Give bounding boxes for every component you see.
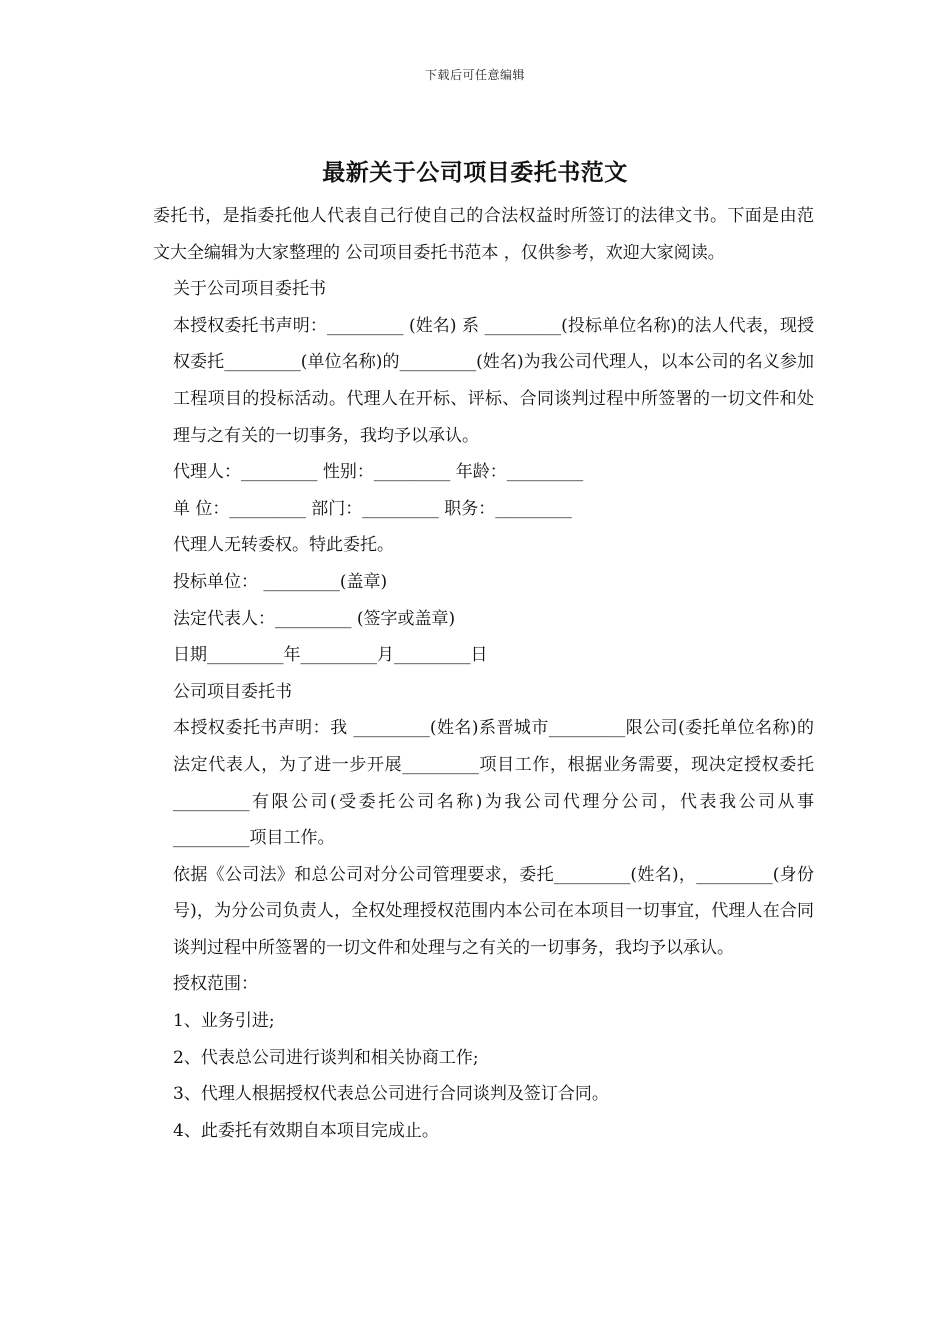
scope-item-1: 1、业务引进; <box>173 1011 275 1032</box>
section-heading-1: 关于公司项目委托书 <box>173 279 326 300</box>
bidder-seal-line: 投标单位： _________(盖章) <box>173 571 388 592</box>
section-heading-2: 公司项目委托书 <box>173 681 292 702</box>
document-body <box>146 198 814 1149</box>
date-line: 日期_________年_________月_________日 <box>173 645 488 666</box>
agent-info-line: 代理人：_________ 性别：_________ 年龄：_________ <box>173 462 584 483</box>
intro-paragraph: 委托书，是指委托他人代表自己行使自己的合法权益时所签订的法律文书。下面是由范文大全编辑为大家整理的 公司项目委托书范本 ，仅供参考，欢迎大家阅读。 <box>153 206 814 263</box>
document-title: 最新关于公司项目委托书范文 <box>322 159 628 186</box>
scope-heading: 授权范围： <box>173 974 258 995</box>
scope-item-4: 4、此委托有效期自本项目完成止。 <box>173 1120 439 1141</box>
unit-info-line: 单 位：_________ 部门：_________ 职务：_________ <box>173 498 572 519</box>
scope-item-3: 3、代理人根据授权代表总公司进行合同谈判及签订合同。 <box>173 1084 609 1105</box>
scope-item-2: 2、代表总公司进行谈判和相关协商工作; <box>173 1047 479 1068</box>
declaration-paragraph-2: 本授权委托书声明：我 _________(姓名)系晋城市_________限公司(委托单位名称)的法定代表人，为了进一步开展_________项目工作，根据业务需要，现决定授权委托_________有限公司(受委托公司名称)为我公司代理分公司，代表我公司从事_________项目工作。 <box>173 718 814 849</box>
basis-paragraph: 依据《公司法》和总公司对分公司管理要求，委托_________(姓名)，_________(身份号)，为分公司负责人，全权处理授权范围内本公司在本项目一切事宜，代理人在合同谈判过程中所签署的一切文件和处理与之有关的一切事务，我均予以承认。 <box>173 864 814 958</box>
declaration-paragraph-1: 本授权委托书声明：_________ (姓名) 系 _________(投标单位名称)的法人代表，现授权委托_________(单位名称)的_________(姓名)为我公司代理人，以本公司的名义参加 工程项目的投标活动。代理人在开标、评标、合同谈判过程中所签署的一切文件和处理与之有关的一切事务，我均予以承认。 <box>173 315 814 446</box>
page-header-note: 下载后可任意编辑 <box>424 68 525 82</box>
legal-rep-signature-line: 法定代表人：_________ (签字或盖章) <box>173 608 456 629</box>
no-subdelegation-line: 代理人无转委权。特此委托。 <box>173 535 394 556</box>
